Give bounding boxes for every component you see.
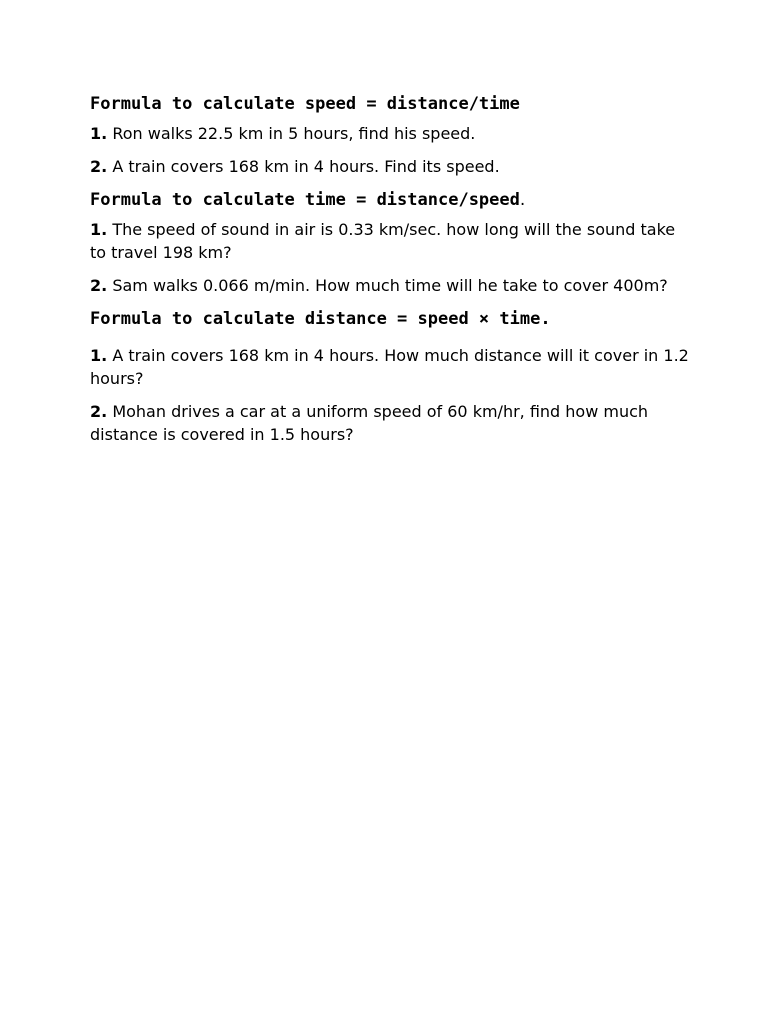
time-section [90,188,690,297]
question-text: The speed of sound in air is 0.33 km/sec. how long will the sound take to travel 198 km? [90,220,676,262]
time-question-2 [90,274,690,297]
question-number: 1. [90,220,108,239]
question-text: Mohan drives a car at a uniform speed of 60 km/hr, find how much distance is covered in 1.5 hours? [90,402,649,444]
question-number: 2. [90,402,108,421]
time-formula-heading [90,188,690,212]
worksheet-page [90,92,690,456]
time-question-1 [90,218,690,264]
question-number: 1. [90,346,108,365]
time-formula-trail: . [519,190,526,210]
question-text: Sam walks 0.066 m/min. How much time will he take to cover 400m? [112,276,668,295]
question-text: A train covers 168 km in 4 hours. Find its speed. [112,157,500,176]
speed-formula-text: Formula to calculate speed = distance/time [90,94,520,114]
speed-formula-heading [90,92,690,116]
distance-formula-text: Formula to calculate distance = speed × time. [90,309,551,329]
speed-question-1 [90,122,690,145]
time-formula-text: Formula to calculate time = distance/speed [90,190,520,210]
distance-question-1 [90,344,690,390]
question-number: 2. [90,276,108,295]
speed-section [90,92,690,178]
question-number: 2. [90,157,108,176]
distance-section [90,307,690,446]
distance-question-2 [90,400,690,446]
question-text: A train covers 168 km in 4 hours. How much distance will it cover in 1.2 hours? [90,346,689,388]
question-text: Ron walks 22.5 km in 5 hours, find his speed. [112,124,476,143]
speed-question-2 [90,155,690,178]
question-number: 1. [90,124,108,143]
distance-formula-heading [90,307,690,331]
